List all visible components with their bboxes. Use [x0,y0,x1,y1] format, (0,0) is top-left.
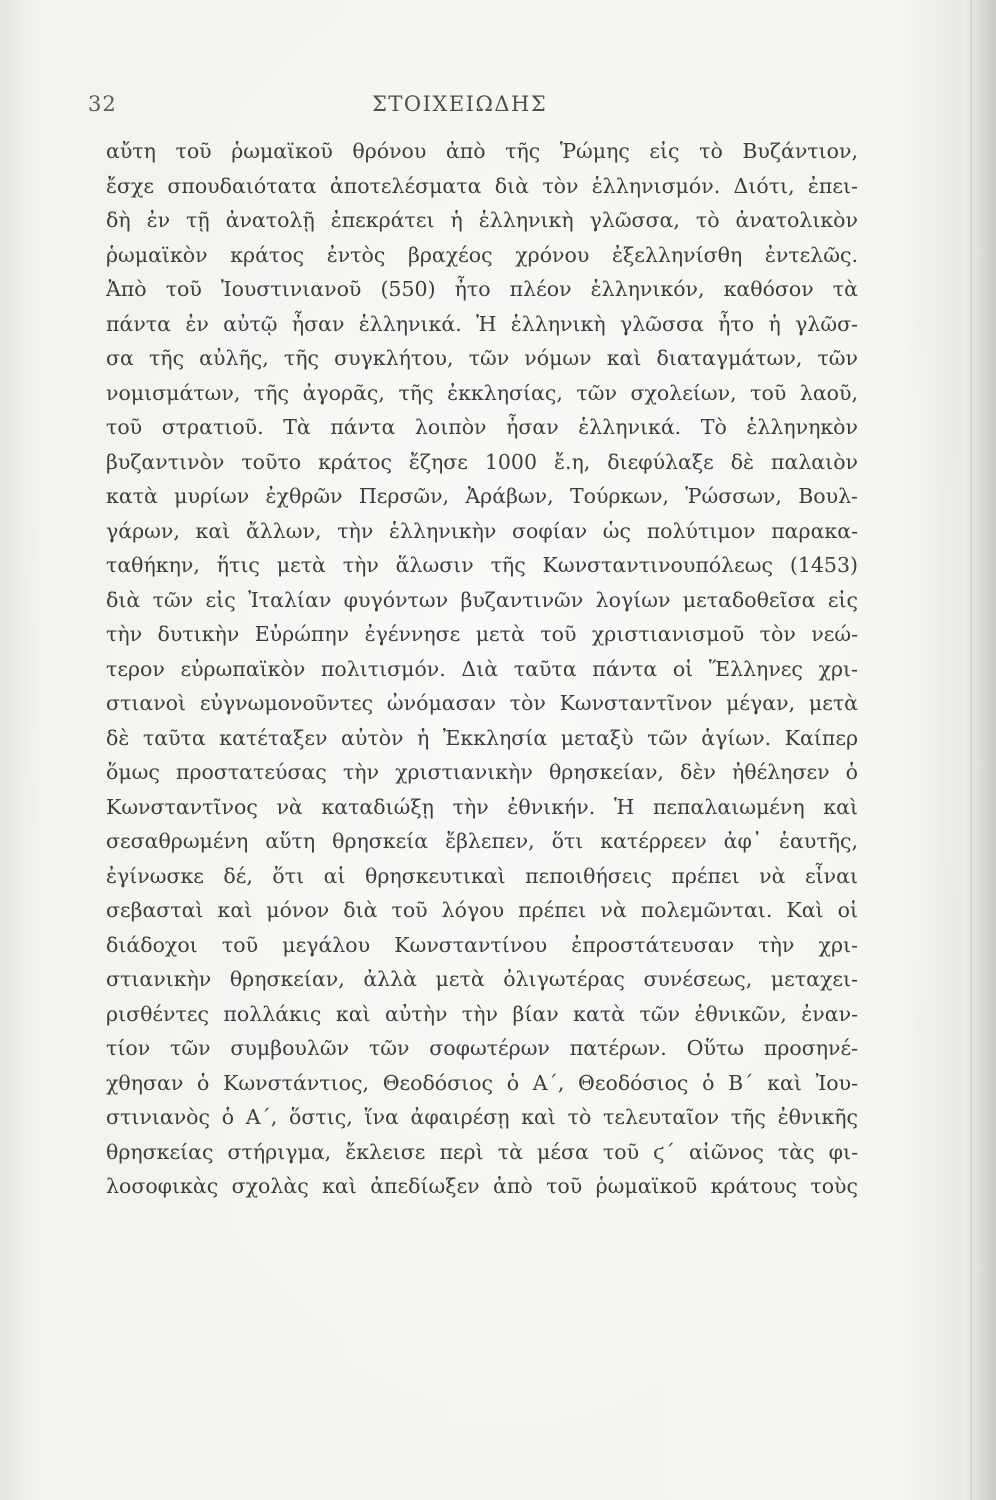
text-line: ἐγίνωσκε δέ, ὅτι αἱ θρησκευτικαὶ πεποιθήσεις πρέπει νὰ εἶναι [106,863,858,888]
text-line: νομισμάτων, τῆς ἀγορᾶς, τῆς ἐκκλησίας, τῶν σχολείων, τοῦ λαοῦ, [106,380,858,405]
text-line: βυζαντινὸν τοῦτο κράτος ἔζησε 1000 ἔ.η, διεφύλαξε δὲ παλαιὸν [106,449,858,474]
text-line: δὴ ἐν τῇ ἀνατολῇ ἐπεκράτει ἡ ἑλληνικὴ γλῶσσα, τὸ ἀνατολικὸν [106,208,858,232]
text-line: ἔσχε σπουδαιότατα ἀποτελέσματα διὰ τὸν ἑλληνισμόν. Διότι, ἐπει- [106,173,858,198]
text-line: ταθήκην, ἥτις μετὰ τὴν ἅλωσιν τῆς Κωνσταντινουπόλεως (1453) [106,553,858,577]
text-line: Κωνσταντῖνος νὰ καταδιώξῃ τὴν ἐθνικήν. Ἡ πεπαλαιωμένη καὶ [106,794,858,819]
text-line: τοῦ στρατιοῦ. Τὰ πάντα λοιπὸν ἦσαν ἑλληνικά. Τὸ ἑλληνηκὸν [106,415,858,439]
text-line: Ἀπὸ τοῦ Ἰουστινιανοῦ (550) ἦτο πλέον ἑλληνικόν, καθόσον τὰ [106,277,858,301]
text-line: πάντα ἐν αὐτῷ ἦσαν ἑλληνικά. Ἡ ἑλληνικὴ γλῶσσα ἦτο ἡ γλῶσ- [106,311,858,336]
text-line: ρισθέντες πολλάκις καὶ αὐτὴν τὴν βίαν κατὰ τῶν ἐθνικῶν, ἐναν- [106,1001,858,1026]
running-head: ΣΤΟΙΧΕΙΩΔΗΣ [372,92,548,116]
page-edge-line [970,0,972,1500]
text-line: σεβασταὶ καὶ μόνον διὰ τοῦ λόγου πρέπει νὰ πολεμῶνται. Καὶ οἱ [106,898,858,922]
text-line: αὔτη τοῦ ῥωμαϊκοῦ θρόνου ἀπὸ τῆς Ῥώμης εἰς τὸ Βυζάντιον, [106,139,858,163]
text-line: διὰ τῶν εἰς Ἰταλίαν φυγόντων βυζαντινῶν λογίων μεταδοθεῖσα εἰς [106,587,858,612]
text-line: σεσαθρωμένη αὕτη θρησκεία ἔβλεπεν, ὅτι κατέρρεεν ἀφ᾽ ἑαυτῆς, [106,829,858,853]
body-text [106,134,858,1204]
text-line: δὲ ταῦτα κατέταξεν αὐτὸν ἡ Ἐκκλησία μεταξὺ τῶν ἁγίων. Καίπερ [106,725,858,750]
text-line: ὅμως προστατεύσας τὴν χριστιανικὴν θρησκείαν, δὲν ἠθέλησεν ὁ [106,760,858,784]
text-line: τερον εὐρωπαϊκὸν πολιτισμόν. Διὰ ταῦτα πάντα οἱ Ἕλληνες χρι- [106,656,858,681]
text-line: διάδοχοι τοῦ μεγάλου Κωνσταντίνου ἐπροστάτευσαν τὴν χρι- [106,932,858,957]
text-line: γάρων, καὶ ἄλλων, τὴν ἑλληνικὴν σοφίαν ὡς πολύτιμον παρακα- [106,518,858,543]
page-edge-shadow [962,0,996,1500]
text-line: ῥωμαϊκὸν κράτος ἐντὸς βραχέος χρόνου ἐξελληνίσθη ἐντελῶς. [106,242,858,267]
text-line: θρησκείας στήριγμα, ἔκλεισε περὶ τὰ μέσα τοῦ ϛ΄ αἰῶνος τὰς φι- [106,1139,858,1164]
page-number: 32 [88,92,117,116]
text-line: τίον τῶν συμβουλῶν τῶν σοφωτέρων πατέρων. Οὕτω προσηνέ- [106,1036,858,1060]
text-line: στινιανὸς ὁ Α΄, ὅστις, ἵνα ἀφαιρέσῃ καὶ τὸ τελευταῖον τῆς ἐθνικῆς [106,1105,858,1129]
text-line: στιανικὴν θρησκείαν, ἀλλὰ μετὰ ὀλιγωτέρας συνέσεως, μεταχει- [106,967,858,991]
text-line: σα τῆς αὐλῆς, τῆς συγκλήτου, τῶν νόμων καὶ διαταγμάτων, τῶν [106,346,858,370]
text-line: χθησαν ὁ Κωνστάντιος, Θεοδόσιος ὁ Α΄, Θεοδόσιος ὁ Β΄ καὶ Ἰου- [106,1070,858,1095]
text-line: στιανοὶ εὐγνωμονοῦντες ὠνόμασαν τὸν Κωνσταντῖνον μέγαν, μετὰ [106,691,858,715]
text-line: λοσοφικὰς σχολὰς καὶ ἀπεδίωξεν ἀπὸ τοῦ ῥωμαϊκοῦ κράτους τοὺς [106,1174,858,1198]
text-line: κατὰ μυρίων ἐχθρῶν Περσῶν, Ἀράβων, Τούρκων, Ῥώσσων, Βουλ- [106,484,858,508]
text-line: τὴν δυτικὴν Εὐρώπην ἐγέννησε μετὰ τοῦ χριστιανισμοῦ τὸν νεώ- [106,622,858,646]
